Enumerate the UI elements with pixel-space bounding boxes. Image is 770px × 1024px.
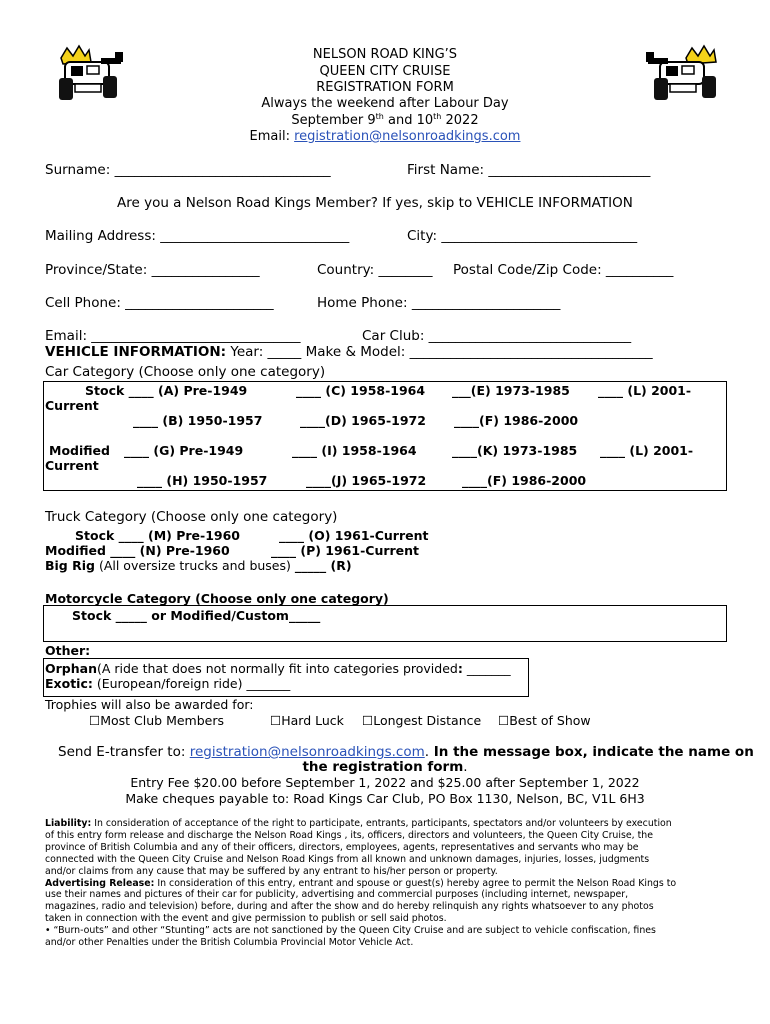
orphan-option[interactable]: Orphan(A ride that does not normally fit into categories provided: _______ [45,661,511,676]
header-line-1: NELSON ROAD KING’S [312,47,458,62]
car-modified-current-label: Current [45,458,99,473]
city-field[interactable]: City: _____________________________ [407,228,638,244]
truck-option-r[interactable]: Big Rig (All oversize trucks and buses) _____ (R) [45,558,352,573]
truck-option-m[interactable]: Stock ____ (M) Pre-1960 [75,528,240,543]
member-question: Are you a Nelson Road Kings Member? If yes, skip to VEHICLE INFORMATION [117,195,633,211]
car-option-c[interactable]: ____ (C) 1958-1964 [296,383,426,398]
header-line-4: Always the weekend after Labour Day [261,96,509,111]
vehicle-info-line[interactable]: VEHICLE INFORMATION: Year: _____ Make & Model: ____________________________________ [45,344,653,360]
car-stock-current-label: Current [45,398,99,413]
moto-options[interactable]: Stock _____ or Modified/Custom_____ [72,608,321,623]
trophy-best-of-show: ☐Best of Show [498,713,591,728]
exotic-option[interactable]: Exotic: (European/foreign ride) _______ [45,676,291,691]
car-option-i[interactable]: ____ (I) 1958-1964 [292,443,417,458]
moto-category-title: Motorcycle Category (Choose only one category) [45,591,389,606]
car-option-j[interactable]: ____(J) 1965-1972 [306,473,427,488]
header-line-2: QUEEN CITY CRUISE [319,64,451,79]
truck-option-o[interactable]: ____ (O) 1961-Current [279,528,429,543]
car-option-h[interactable]: ____ (H) 1950-1957 [137,473,268,488]
car-option-l-modified[interactable]: ____ (L) 2001- [600,443,694,458]
checkbox-icon[interactable]: ☐ [89,713,101,728]
etransfer-line: Send E-transfer to: registration@nelsonroadkings.com. In the message box, indicate the name on [58,744,754,760]
truck-option-p[interactable]: ____ (P) 1961-Current [271,543,420,558]
cell-phone-field[interactable]: Cell Phone: ______________________ [45,295,274,311]
country-field[interactable]: Country: ________ [317,262,433,278]
other-title: Other: [45,643,91,658]
first-name-field[interactable]: First Name: ________________________ [407,162,651,178]
car-option-l-stock[interactable]: ____ (L) 2001- [598,383,692,398]
header-line-3: REGISTRATION FORM [316,80,454,95]
car-modified-label: Modified [49,443,110,458]
car-category-title: Car Category (Choose only one category) [45,364,326,380]
car-stock-a[interactable]: Stock ____ (A) Pre-1949 [85,383,248,398]
car-option-e[interactable]: ___(E) 1973-1985 [452,383,570,398]
checkbox-icon[interactable]: ☐ [270,713,282,728]
home-phone-field[interactable]: Home Phone: ______________________ [317,295,561,311]
mailing-address-field[interactable]: Mailing Address: ____________________________ [45,228,350,244]
header-dates: September 9th and 10th 2022 [291,112,479,128]
province-field[interactable]: Province/State: ________________ [45,262,260,278]
truck-category-title: Truck Category (Choose only one category) [45,509,338,525]
trophy-most-club-members: ☐Most Club Members [89,713,224,728]
car-option-b[interactable]: ____ (B) 1950-1957 [133,413,263,428]
car-club-field[interactable]: Car Club: ______________________________ [362,328,632,344]
truck-option-n[interactable]: Modified ____ (N) Pre-1960 [45,543,230,558]
car-option-k[interactable]: ____(K) 1973-1985 [452,443,578,458]
checkbox-icon[interactable]: ☐ [498,713,510,728]
car-option-f-modified[interactable]: ____(F) 1986-2000 [462,473,587,488]
car-option-f-stock[interactable]: ____(F) 1986-2000 [454,413,579,428]
header-email-link[interactable]: registration@nelsonroadkings.com [294,129,521,144]
header-email: Email: registration@nelsonroadkings.com [249,129,521,144]
email-field[interactable]: Email: _______________________________ [45,328,301,344]
etransfer-email-link[interactable]: registration@nelsonroadkings.com [189,744,425,760]
cheque-info: Make cheques payable to: Road Kings Car Club, PO Box 1130, Nelson, BC, V1L 6H3 [125,791,645,806]
etransfer-line-2: the registration form. [302,759,468,775]
liability-paragraph: Liability: In consideration of acceptance of the right to participate, entrants, participants, spectators and/or volunteers by execution of this entry form release and discharge the Nelson Road Kings , its, officers, directors and volunteers, the Queen City Cruise, the province of British Columbia and any of their officers, directors, employees, agents, representatives and servants who may be connected with the Queen City Cruise and Nelson Road Kings from all known and unknown damages, injuries, losses, judgments and/or claims from any cause that may be suffered by any entrant to his/her person or property. Advertising Release: In consideration of this entry, entrant and spouse or guest(s) hereby agree to permit the Nelson Road Kings to use their names and pictures of their car for publicity, advertising and commercial purposes (including internet, newspaper, magazines, radio and television) before, during and after the show and do hereby relinquish any rights whatsoever to any photos taken in connection with the event and give permission to publish or sell said photos. • “Burn-outs” and other “Stunting” acts are not sanctioned by the Queen City Cruise and are subject to vehicle confiscation, fines and/or other Penalties under the British Columbia Provincial Motor Vehicle Act. [45,818,677,949]
car-option-g[interactable]: ____ (G) Pre-1949 [124,443,244,458]
car-option-d[interactable]: ____(D) 1965-1972 [300,413,426,428]
checkbox-icon[interactable]: ☐ [362,713,374,728]
postal-code-field[interactable]: Postal Code/Zip Code: __________ [453,262,674,278]
trophy-longest-distance: ☐Longest Distance [362,713,482,728]
entry-fee: Entry Fee $20.00 before September 1, 2022 and $25.00 after September 1, 2022 [130,775,640,790]
trophies-title: Trophies will also be awarded for: [45,697,254,712]
surname-field[interactable]: Surname: ________________________________ [45,162,331,178]
trophy-hard-luck: ☐Hard Luck [270,713,344,728]
